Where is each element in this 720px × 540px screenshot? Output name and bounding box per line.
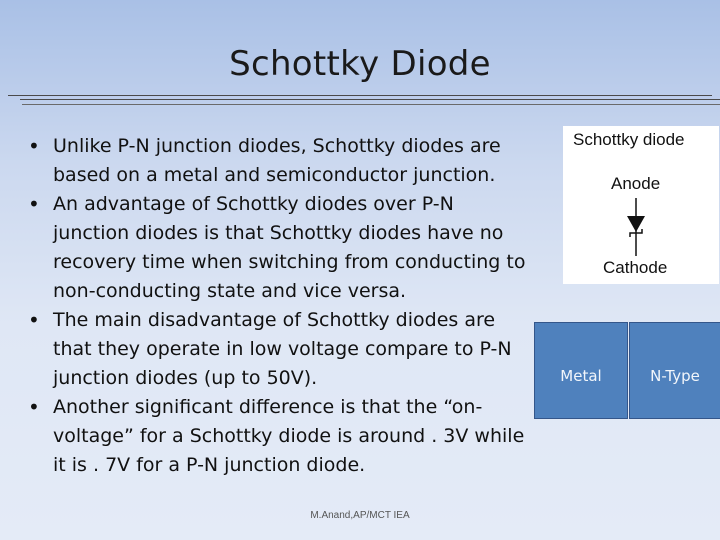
schottky-diode-symbol-image [563,126,719,284]
bullet-item [28,190,528,306]
metal-semiconductor-junction-diagram [534,322,720,419]
bullet-text: An advantage of Schottky diodes over P-N junction diodes is that Schottky diodes have no recovery time when switching from conducting to non-conducting state and vice versa. [53,193,526,302]
bullet-icon: • [28,308,40,332]
cathode-label: Cathode [603,258,668,277]
title-divider [20,99,720,100]
bullet-icon: • [28,192,40,216]
bullet-list [28,132,528,480]
title-divider [8,95,712,96]
bullet-icon: • [28,134,40,158]
title-divider [22,104,720,105]
bullet-text: Another significant difference is that the “on-voltage” for a Schottky diode is around . 3V while it is . 7V for a P-N junction diode. [53,396,525,476]
slide-title: Schottky Diode [229,44,491,84]
symbol-title: Schottky diode [573,130,685,149]
diode-symbol-icon [621,198,651,258]
bullet-icon: • [28,395,40,419]
metal-label: Metal [560,367,602,385]
bullet-item [28,132,528,190]
n-type-label: N-Type [650,367,700,385]
bullet-text: The main disadvantage of Schottky diodes are that they operate in low voltage compare to P-N junction diodes (up to 50V). [53,309,512,389]
bullet-item [28,306,528,393]
footer-credit: M.Anand,AP/MCT IEA [310,510,410,521]
n-type-region [629,322,720,419]
metal-region [534,322,628,419]
anode-label: Anode [611,174,661,193]
bullet-item [28,393,528,480]
bullet-text: Unlike P-N junction diodes, Schottky diodes are based on a metal and semiconductor junction. [53,135,501,186]
